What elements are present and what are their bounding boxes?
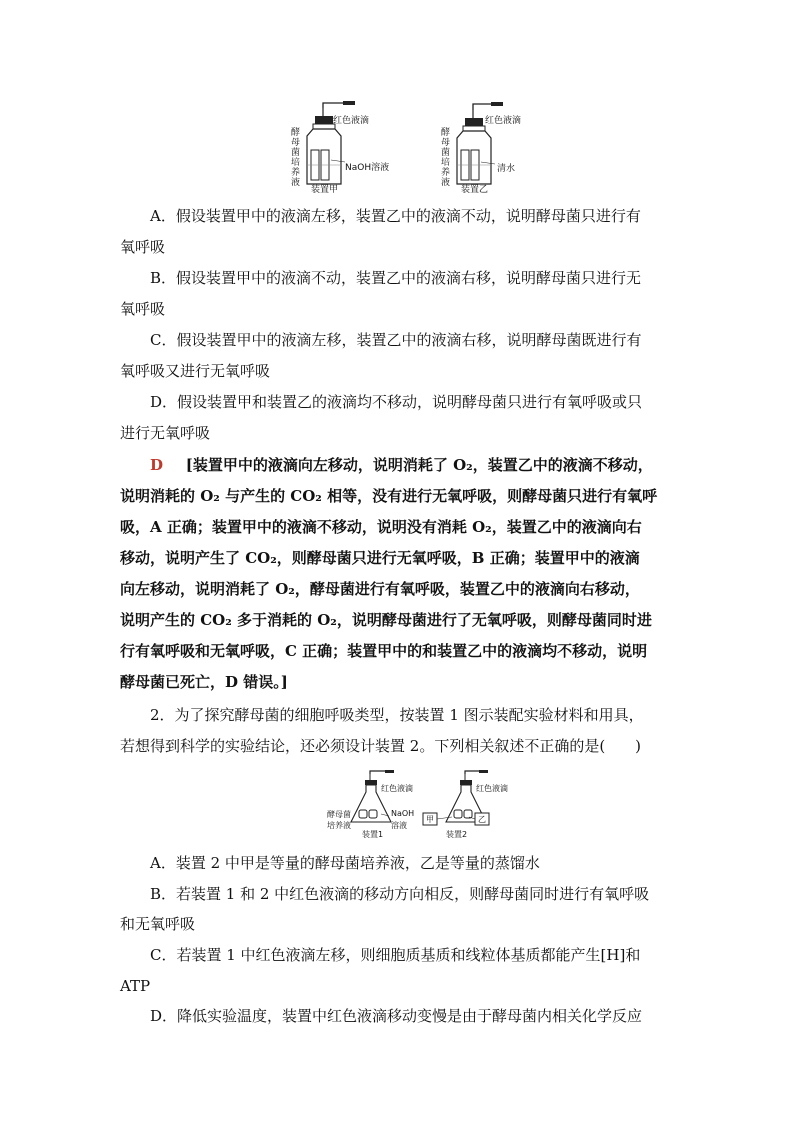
q1-option-b-line1: B．假设装置甲中的液滴不动，装置乙中的液滴右移，说明酵母菌只进行无 (150, 269, 642, 287)
fig2-drop1-label: 红色液滴 (381, 784, 413, 793)
q1-explanation-2: 说明消耗的 O₂ 与产生的 CO₂ 相等，没有进行无氧呼吸，则酵母菌只进行有氧呼 (120, 487, 658, 505)
q1-explanation-3: 吸，A 正确；装置甲中的液滴不移动，说明没有消耗 O₂，装置乙中的液滴向右 (120, 518, 642, 536)
q2-option-a: A．装置 2 中甲是等量的酵母菌培养液，乙是等量的蒸馏水 (150, 854, 540, 872)
fig1-right-solution-label: 清水 (497, 164, 516, 174)
q1-explanation-8: 酵母菌已死亡，D 错误。] (120, 673, 288, 691)
q2-option-c-line2: ATP (120, 977, 151, 995)
fig2-culture-label-a: 酵母菌 (327, 810, 351, 819)
fig2-caption1: 装置1 (362, 830, 384, 839)
q2-option-c-line1: C．若装置 1 中红色液滴左移，则细胞质基质和线粒体基质都能产生[H]和 (150, 946, 641, 964)
fig1-right-culture-label: 酵母菌培养液 (441, 128, 451, 188)
q1-explanation-1: [装置甲中的液滴向左移动，说明消耗了 O₂，装置乙中的液滴不移动， (185, 456, 653, 474)
q1-option-a-line2: 氧呼吸 (120, 238, 166, 256)
fig1-right-drop-label: 红色液滴 (485, 116, 522, 126)
fig2-caption2: 装置2 (446, 830, 468, 839)
fig1-left-solution-label: NaOH溶液 (345, 163, 390, 173)
q1-answer-line (150, 455, 653, 475)
q1-option-c-line1: C．假设装置甲中的液滴左移，装置乙中的液滴右移，说明酵母菌既进行有 (150, 331, 642, 349)
q2-option-b-line1: B．若装置 1 和 2 中红色液滴的移动方向相反，则酵母菌同时进行有氧呼吸 (150, 885, 650, 903)
q2-option-b-line2: 和无氧呼吸 (120, 915, 196, 933)
fig2-culture-label-b: 培养液 (327, 821, 351, 830)
q2-stem-line1: 2．为了探究酵母菌的细胞呼吸类型，按装置 1 图示装配实验材料和用具， (150, 706, 644, 724)
q2-option-d-line1: D．降低实验温度，装置中红色液滴移动变慢是由于酵母菌内相关化学反应 (150, 1007, 643, 1025)
fig1-left-culture-label: 酵母菌培养液 (291, 128, 301, 188)
fig1-left-caption: 装置甲 (311, 185, 339, 195)
fig2-drop2-label: 红色液滴 (476, 784, 508, 793)
fig2-box-jia: 甲 (426, 815, 434, 824)
fig2-solution-label-b: 溶液 (391, 821, 407, 830)
fig1-left-drop-label: 红色液滴 (333, 116, 370, 126)
q1-answer-letter: D (150, 456, 164, 474)
q1-option-b-line2: 氧呼吸 (120, 300, 166, 318)
fig2-solution-label-a: NaOH (391, 809, 415, 818)
q1-explanation-4: 移动，说明产生了 CO₂，则酵母菌只进行无氧呼吸，B 正确；装置甲中的液滴 (120, 549, 640, 567)
q1-explanation-6: 说明产生的 CO₂ 多于消耗的 O₂，说明酵母菌进行了无氧呼吸，则酵母菌同时进 (120, 611, 652, 629)
q1-option-d-line1: D．假设装置甲和装置乙的液滴均不移动，说明酵母菌只进行有氧呼吸或只 (150, 393, 643, 411)
fig2-box-yi: 乙 (478, 815, 486, 824)
q2-stem-line2: 若想得到科学的实验结论，还必须设计装置 2。下列相关叙述不正确的是( ) (120, 737, 642, 755)
q1-option-c-line2: 氧呼吸又进行无氧呼吸 (120, 362, 271, 380)
q1-option-d-line2: 进行无氧呼吸 (120, 424, 211, 442)
q1-explanation-7: 行有氧呼吸和无氧呼吸，C 正确；装置甲中的和装置乙中的液滴均不移动，说明 (120, 642, 648, 660)
q1-explanation-5: 向左移动，说明消耗了 O₂，酵母菌进行有氧呼吸，装置乙中的液滴向右移动， (120, 580, 640, 598)
fig1-right-caption: 装置乙 (461, 185, 489, 195)
apparatus-1 (351, 770, 394, 822)
q1-option-a-line1: A．假设装置甲中的液滴左移，装置乙中的液滴不动，说明酵母菌只进行有 (150, 207, 641, 225)
